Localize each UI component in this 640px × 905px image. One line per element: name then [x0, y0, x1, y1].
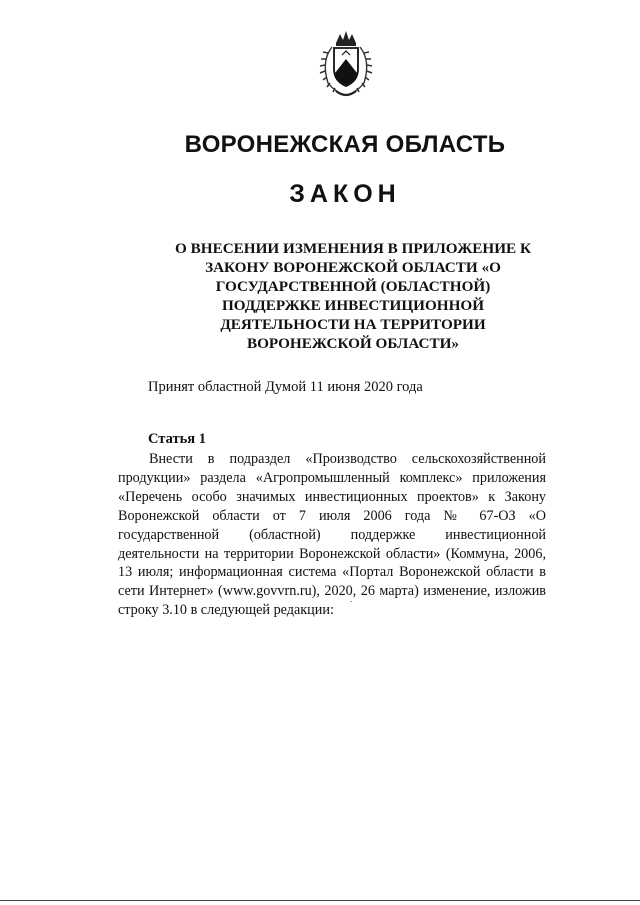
law-title: О ВНЕСЕНИИ ИЗМЕНЕНИЯ В ПРИЛОЖЕНИЕ К ЗАКОНУ ВОРОНЕЖСКОЙ ОБЛАСТИ «О ГОСУДАРСТВЕННОЙ (ОБЛАСТНОЙ) ПОДДЕРЖКЕ ИНВЕСТИЦИОННОЙ ДЕЯТЕЛЬНОСТИ НА ТЕРРИТОРИИ ВОРОНЕЖСКОЙ ОБЛАСТИ» — [175, 240, 531, 352]
article-heading: Статья 1 — [148, 431, 206, 447]
document-type: ЗАКОН — [289, 180, 401, 208]
coat-of-arms-icon — [306, 25, 386, 105]
article-body: Внести в подраздел «Производство сельскохозяйственной продукции» раздела «Агропромышленный комплекс» приложения «Перечень особо значимых инвестиционных проектов» к Закону Воронежской области от 7 июля 2006 года № 67-ОЗ «О государственной (областной) поддержке инвестиционной деятельности на территории Воронежской области» (Коммуна, 2006, 13 июля; информационная система «Портал Воронежской области в сети Интернет» (www.govvrn.ru), 2020, 26 марта) изменение, изложив строку 3.10 в следующей редакции: — [118, 451, 546, 619]
page-bottom-edge — [0, 900, 640, 901]
adoption-note: Принят областной Думой 11 июня 2020 года — [148, 379, 423, 395]
scan-speck — [350, 601, 352, 602]
region-name: ВОРОНЕЖСКАЯ ОБЛАСТЬ — [184, 131, 506, 158]
